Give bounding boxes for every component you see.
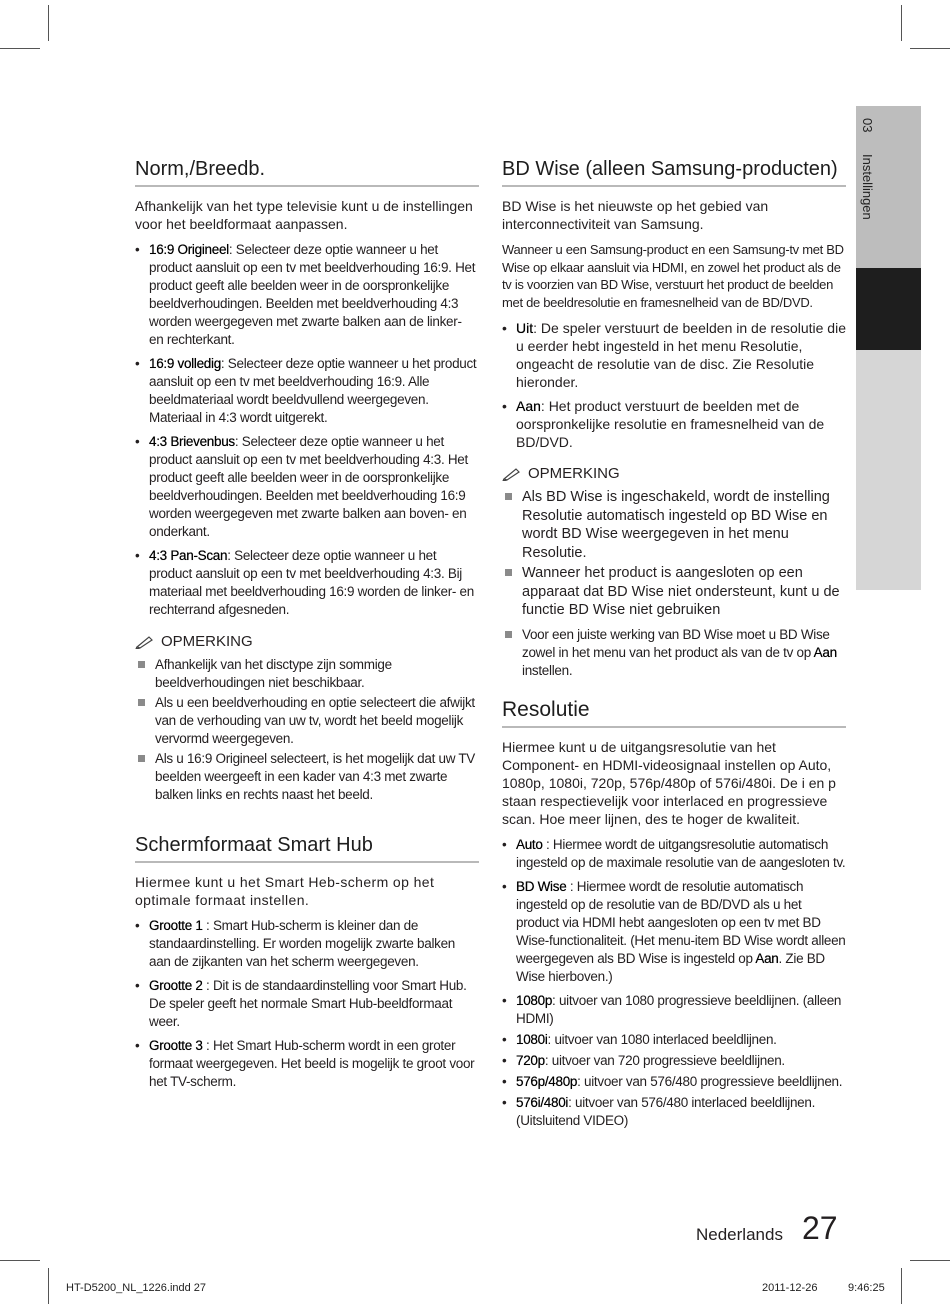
option-term: Aan xyxy=(516,398,541,414)
list-item xyxy=(502,397,846,451)
slug-filename: HT-D5200_NL_1226.indd 27 xyxy=(66,1282,207,1294)
norm-notes-list xyxy=(135,656,479,804)
option-text: : uitvoer van 576/480 progressieve beeldlijnen. xyxy=(577,1073,843,1089)
note-item: Wanneer het product is aangesloten op een apparaat dat BD Wise niet ondersteunt, kunt u de functie BD Wise niet gebruiken xyxy=(502,564,846,620)
list-item xyxy=(502,1073,846,1091)
option-text: : Selecteer deze optie wanneer u het product aansluit op een tv met beeldverhouding 4:3. Bij materiaal met beeldverhouding 16:9 worden de linker- en rechterrand afgesneden. xyxy=(149,548,474,617)
list-item xyxy=(135,241,479,349)
option-term: 1080p xyxy=(516,992,553,1008)
option-text: : Selecteer deze optie wanneer u het product aansluit op een tv met beeldverhouding 4:3. Het product geeft alle beelden weer in de oorspronkelijke beeldverhoudingen. Beelden met beeldverhouding 16:9 worden weergegeven met zwarte balken aan boven- en onderkant. xyxy=(149,434,468,539)
list-item xyxy=(502,878,846,986)
crop-mark xyxy=(0,48,40,49)
list-item xyxy=(135,355,479,427)
section-title-bdwise: BD Wise (alleen Samsung-producten) xyxy=(502,158,846,187)
option-term: 576i/480i xyxy=(516,1094,569,1110)
option-term: Grootte 2 xyxy=(149,978,203,993)
option-term: BD Wise xyxy=(516,878,567,894)
note-item: Als u 16:9 Origineel selecteert, is het mogelijk dat uw TV beelden weergeeft in een kader van 4:3 met zwarte balken links en rechts naast het beeld. xyxy=(135,750,479,804)
option-term: 16:9 volledig xyxy=(149,356,221,371)
chapter-title: Instellingen xyxy=(860,154,875,220)
crop-mark xyxy=(0,1260,40,1261)
list-item xyxy=(502,1094,846,1130)
option-text: : De speler verstuurt de beelden in de resolutie die u eerder hebt ingesteld in het menu Resolutie, ongeacht de resolutie van de disc. Zie Resolutie hieronder. xyxy=(516,320,846,390)
option-term: Auto xyxy=(516,836,543,852)
list-item xyxy=(502,836,846,872)
note-title: OPMERKING xyxy=(161,633,253,650)
option-term: 1080i xyxy=(516,1031,548,1047)
option-text: : Hiermee wordt de resolutie automatisch ingesteld op de resolutie van de BD/DVD als u het product via HDMI hebt aangesloten op een tv met BD Wise-functionaliteit. (Het menu-item BD Wise wordt alleen weergegeven als BD Wise is ingesteld op xyxy=(516,878,846,966)
option-text: : Selecteer deze optie wanneer u het product aansluit op een tv met beeldverhouding 16:9. Alle beeldmateriaal wordt beeldvullend weergegeven. Materiaal in 4:3 wordt uitgerekt. xyxy=(149,356,477,425)
norm-intro: Afhankelijk van het type televisie kunt u de instellingen voor het beeldformaat aanpassen. xyxy=(135,198,473,232)
list-item xyxy=(135,917,479,971)
section-title-smarthub: Schermformaat Smart Hub xyxy=(135,834,479,863)
note-heading xyxy=(135,633,479,650)
option-text: : Dit is de standaardinstelling voor Smart Hub. De speler geeft het normale Smart Hub-beeldformaat weer. xyxy=(149,978,467,1029)
option-term: Grootte 1 xyxy=(149,918,203,933)
crop-mark xyxy=(48,1268,49,1304)
side-tab-lower xyxy=(856,350,921,590)
smarthub-options-list xyxy=(135,917,479,1091)
note-item: Als BD Wise is ingeschakeld, wordt de instelling Resolutie automatisch ingesteld op BD Wise en wordt BD Wise weergegeven in het menu Resolutie. xyxy=(502,488,846,562)
note-heading xyxy=(502,465,846,482)
option-text: : uitvoer van 576/480 interlaced beeldlijnen. (Uitsluitend VIDEO) xyxy=(516,1094,816,1128)
left-column xyxy=(135,158,479,1101)
note-term: Aan xyxy=(813,644,837,660)
list-item xyxy=(135,433,479,541)
option-term: Uit xyxy=(516,320,534,336)
option-text: . Zie BD Wise hierboven.) xyxy=(516,950,825,984)
option-text: : uitvoer van 1080 progressieve beeldlijnen. (alleen HDMI) xyxy=(516,992,842,1026)
bdwise-paragraph: Wanneer u een Samsung-product en een Samsung-tv met BD Wise op elkaar aansluit via HDMI, en zowel het product als de tv is voorzien van BD Wise, verstuurt het product de beelden met de beeldresolutie en framesnelheid van de BD/DVD. xyxy=(502,242,844,310)
chapter-number: 03 xyxy=(860,118,875,133)
right-column xyxy=(502,158,846,1140)
option-text: : Smart Hub-scherm is kleiner dan de standaardinstelling. Er worden mogelijk zwarte balken aan de zijkanten van het scherm weergegeven. xyxy=(149,918,456,969)
bdwise-options-list xyxy=(502,319,846,451)
note-title: OPMERKING xyxy=(528,465,620,482)
list-item xyxy=(502,1052,846,1070)
slug-date: 2011-12-26 xyxy=(762,1282,818,1294)
list-item xyxy=(502,992,846,1028)
footer-language: Nederlands xyxy=(696,1225,783,1244)
bdwise-intro: BD Wise is het nieuwste op het gebied van interconnectiviteit van Samsung. xyxy=(502,198,769,232)
note-text: Voor een juiste werking van BD Wise moet u BD Wise zowel in het menu van het product als van de tv op xyxy=(522,626,830,660)
section-title-resolutie: Resolutie xyxy=(502,698,846,728)
note-item: Afhankelijk van het disctype zijn sommige beeldverhoudingen niet beschikbaar. xyxy=(135,656,479,692)
option-term: 720p xyxy=(516,1052,545,1068)
list-item xyxy=(135,977,479,1031)
list-item xyxy=(502,1031,846,1049)
option-text: : uitvoer van 720 progressieve beeldlijnen. xyxy=(544,1052,785,1068)
option-term: 576p/480p xyxy=(516,1073,578,1089)
section-title-norm: Norm,/Breedb. xyxy=(135,158,479,187)
option-text: : Selecteer deze optie wanneer u het product aansluit op een tv met beeldverhouding 16:9. Het product geeft alle beelden weer in de oorspronkelijke beeldverhoudingen. Beelden met beeldverhouding 4:3 worden weergegeven met zwarte balken aan de linker- en rechterkant. xyxy=(149,242,476,347)
crop-mark xyxy=(48,5,49,41)
resolutie-options-list xyxy=(502,836,846,1130)
note-item xyxy=(502,626,846,680)
option-text: : Het Smart Hub-scherm wordt in een groter formaat weergegeven. Het beeld is mogelijk te groot voor het TV-scherm. xyxy=(149,1038,475,1089)
crop-mark xyxy=(901,1268,902,1304)
pencil-icon xyxy=(135,635,155,649)
smarthub-intro: Hiermee kunt u het Smart Heb-scherm op het optimale formaat instellen. xyxy=(135,874,435,908)
option-term: 16:9 Origineel xyxy=(149,242,229,257)
option-term: Grootte 3 xyxy=(149,1038,203,1053)
bdwise-notes-list-small xyxy=(502,626,846,680)
crop-mark xyxy=(910,1260,950,1261)
option-text: : Het product verstuurt de beelden met de oorspronkelijke resolutie en framesnelheid van de BD/DVD. xyxy=(516,398,825,450)
resolutie-intro: Hiermee kunt u de uitgangsresolutie van het Component- en HDMI-videosignaal instellen op Auto, 1080p, 1080i, 720p, 576p/480p of 576i/480i. De i en p staan respectievelijk voor interlaced en progressieve scan. Hoe meer lijnen, des te hoger de kwaliteit. xyxy=(502,738,836,827)
pencil-icon xyxy=(502,467,522,481)
slug-time: 9:46:25 xyxy=(848,1282,885,1294)
side-tab-dark xyxy=(856,268,921,350)
list-item xyxy=(135,547,479,619)
bdwise-notes-list xyxy=(502,488,846,620)
option-term: 4:3 Brievenbus xyxy=(149,434,235,449)
side-tab-label xyxy=(858,118,882,268)
list-item xyxy=(502,319,846,391)
list-item xyxy=(135,1037,479,1091)
option-term: 4:3 Pan-Scan xyxy=(149,548,228,563)
page-number: 27 xyxy=(802,1210,838,1246)
option-text: : Hiermee wordt de uitgangsresolutie automatisch ingesteld op de maximale resolutie van de aangesloten tv. xyxy=(516,836,846,870)
note-item: Als u een beeldverhouding en optie selecteert die afwijkt van de verhouding van uw tv, wordt het beeld mogelijk vervormd weergegeven. xyxy=(135,694,479,748)
option-text: : uitvoer van 1080 interlaced beeldlijnen. xyxy=(547,1031,777,1047)
crop-mark xyxy=(910,48,950,49)
norm-options-list xyxy=(135,241,479,619)
option-term: Aan xyxy=(755,950,779,966)
note-text: instellen. xyxy=(522,662,573,678)
crop-mark xyxy=(901,5,902,41)
